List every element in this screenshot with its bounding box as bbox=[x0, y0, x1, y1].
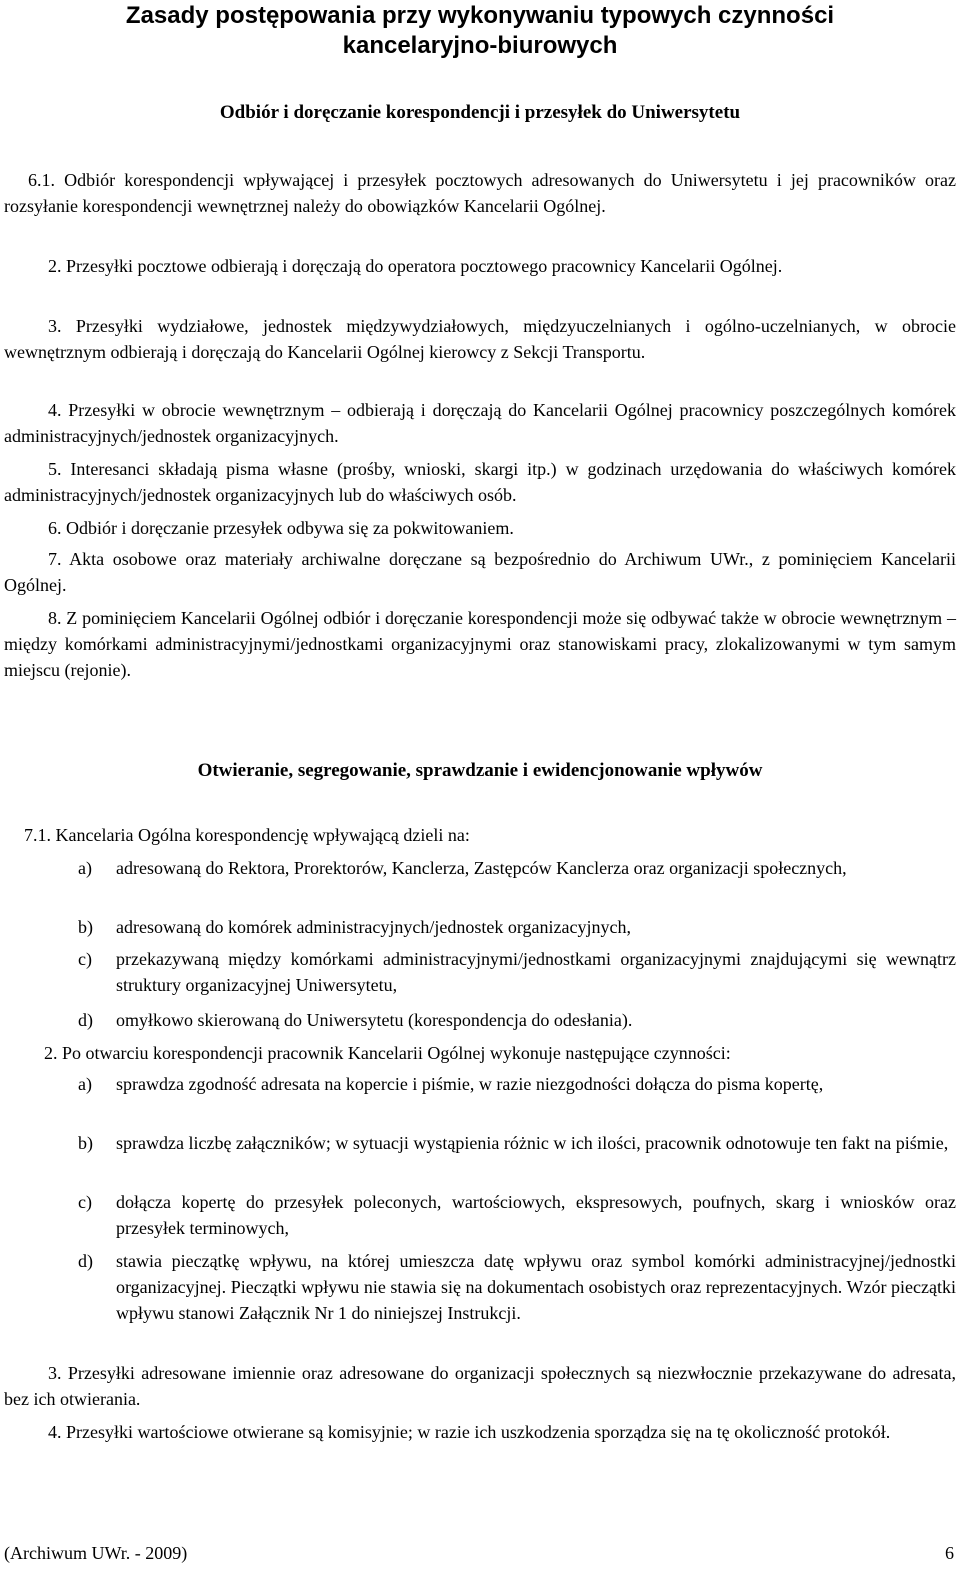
list-item bbox=[78, 1071, 956, 1127]
list-letter: a) bbox=[78, 1074, 92, 1094]
list-letter: d) bbox=[78, 1010, 93, 1030]
paragraph-7-1: 7.1. Kancelaria Ogólna korespondencję wpływającą dzieli na: bbox=[24, 825, 470, 845]
list-text: stawia pieczątkę wpływu, na której umieszcza datę wpływu oraz symbol komórki administracyjnej/jednostki organizacyjnej. Pieczątki wpływu nie stawia się na dokumentach osobistych oraz reprezentacyjnych. Wzór pieczątki wpływu stanowi Załącznik Nr 1 do niniejszej Instrukcji. bbox=[116, 1251, 956, 1323]
list-item bbox=[78, 1248, 956, 1358]
paragraph-6-4: 4. Przesyłki w obrocie wewnętrznym – odbierają i doręczają do Kancelarii Ogólnej pracownicy poszczególnych komórek administracyjnych/jednostek organizacyjnych. bbox=[4, 400, 956, 446]
paragraph-7-3: 3. Przesyłki adresowane imiennie oraz adresowane do organizacji społecznych są niezwłocznie przekazywane do adresata, bez ich otwierania. bbox=[4, 1363, 956, 1409]
list-item bbox=[78, 1007, 956, 1035]
title-line-1: Zasady postępowania przy wykonywaniu typowych czynności bbox=[125, 2, 835, 29]
paragraph-7-2: 2. Po otwarciu korespondencji pracownik Kancelarii Ogólnej wykonuje następujące czynności: bbox=[44, 1043, 731, 1063]
list-text: dołącza kopertę do przesyłek poleconych, wartościowych, ekspresowych, poufnych, skarg i wniosków oraz przesyłek terminowych, bbox=[116, 1192, 956, 1238]
paragraph-7-4: 4. Przesyłki wartościowe otwierane są komisyjnie; w razie ich uszkodzenia sporządza się na tę okoliczność protokół. bbox=[48, 1422, 891, 1442]
paragraph-6-2: 2. Przesyłki pocztowe odbierają i doręczają do operatora pocztowego pracownicy Kancelarii Ogólnej. bbox=[48, 256, 783, 276]
list-letter: a) bbox=[78, 858, 92, 878]
section-heading-otwieranie: Otwieranie, segregowanie, sprawdzanie i ewidencjonowanie wpływów bbox=[197, 760, 763, 781]
page-number: 6 bbox=[945, 1543, 954, 1563]
title-line-2: kancelaryjno-biurowych bbox=[342, 32, 618, 59]
list-letter: d) bbox=[78, 1251, 93, 1271]
list-text: przekazywaną między komórkami administracyjnymi/jednostkami organizacyjnymi znajdującymi się wewnątrz struktury organizacyjnej Uniwersytetu, bbox=[116, 949, 956, 995]
list-letter: b) bbox=[78, 917, 93, 937]
list-text: sprawdza liczbę załączników; w sytuacji wystąpienia różnic w ich ilości, pracownik odnotowuje ten fakt na piśmie, bbox=[116, 1133, 949, 1153]
paragraph-6-6: 6. Odbiór i doręczanie przesyłek odbywa się za pokwitowaniem. bbox=[48, 518, 514, 538]
list-letter: c) bbox=[78, 1192, 92, 1212]
paragraph-6-1: 6.1. Odbiór korespondencji wpływającej i przesyłek pocztowych adresowanych do Uniwersytetu i jej pracowników oraz rozsyłanie korespondencji wewnętrznej należy do obowiązków Kancelarii Ogólnej. bbox=[4, 170, 956, 216]
paragraph-6-8: 8. Z pominięciem Kancelarii Ogólnej odbiór i doręczanie korespondencji może się odbywać także w obrocie wewnętrznym – między komórkami administracyjnymi/jednostkami organizacyjnymi oraz stanowiskami pracy, zlokalizowanymi w tym samym miejscu (rejonie). bbox=[4, 608, 956, 680]
paragraph-6-5: 5. Interesanci składają pisma własne (prośby, wnioski, skargi itp.) w godzinach urzędowania do właściwych komórek administracyjnych/jednostek organizacyjnych lub do właściwych osób. bbox=[4, 459, 956, 505]
list-item bbox=[78, 1130, 956, 1186]
footer-source: (Archiwum UWr. - 2009) bbox=[4, 1543, 188, 1563]
paragraph-6-7: 7. Akta osobowe oraz materiały archiwalne doręczane są bezpośrednio do Archiwum UWr., z pominięciem Kancelarii Ogólnej. bbox=[4, 549, 956, 595]
list-item bbox=[78, 1189, 956, 1245]
list-item bbox=[78, 855, 956, 911]
list-text: adresowaną do komórek administracyjnych/jednostek organizacyjnych, bbox=[116, 917, 632, 937]
paragraph-6-3: 3. Przesyłki wydziałowe, jednostek międzywydziałowych, międzyuczelnianych i ogólno-uczelnianych, w obrocie wewnętrznym odbierają i doręczają do Kancelarii Ogólnej kierowcy z Sekcji Transportu. bbox=[4, 316, 956, 362]
list-item bbox=[78, 946, 956, 1002]
section-heading-odbior: Odbiór i doręczanie korespondencji i przesyłek do Uniwersytetu bbox=[219, 102, 741, 123]
list-text: adresowaną do Rektora, Prorektorów, Kanclerza, Zastępców Kanclerza oraz organizacji społecznych, bbox=[116, 858, 847, 878]
list-letter: c) bbox=[78, 949, 92, 969]
list-text: omyłkowo skierowaną do Uniwersytetu (korespondencja do odesłania). bbox=[116, 1010, 633, 1030]
list-letter: b) bbox=[78, 1133, 93, 1153]
list-text: sprawdza zgodność adresata na kopercie i piśmie, w razie niezgodności dołącza do pisma kopertę, bbox=[116, 1074, 824, 1094]
list-item bbox=[78, 914, 956, 942]
